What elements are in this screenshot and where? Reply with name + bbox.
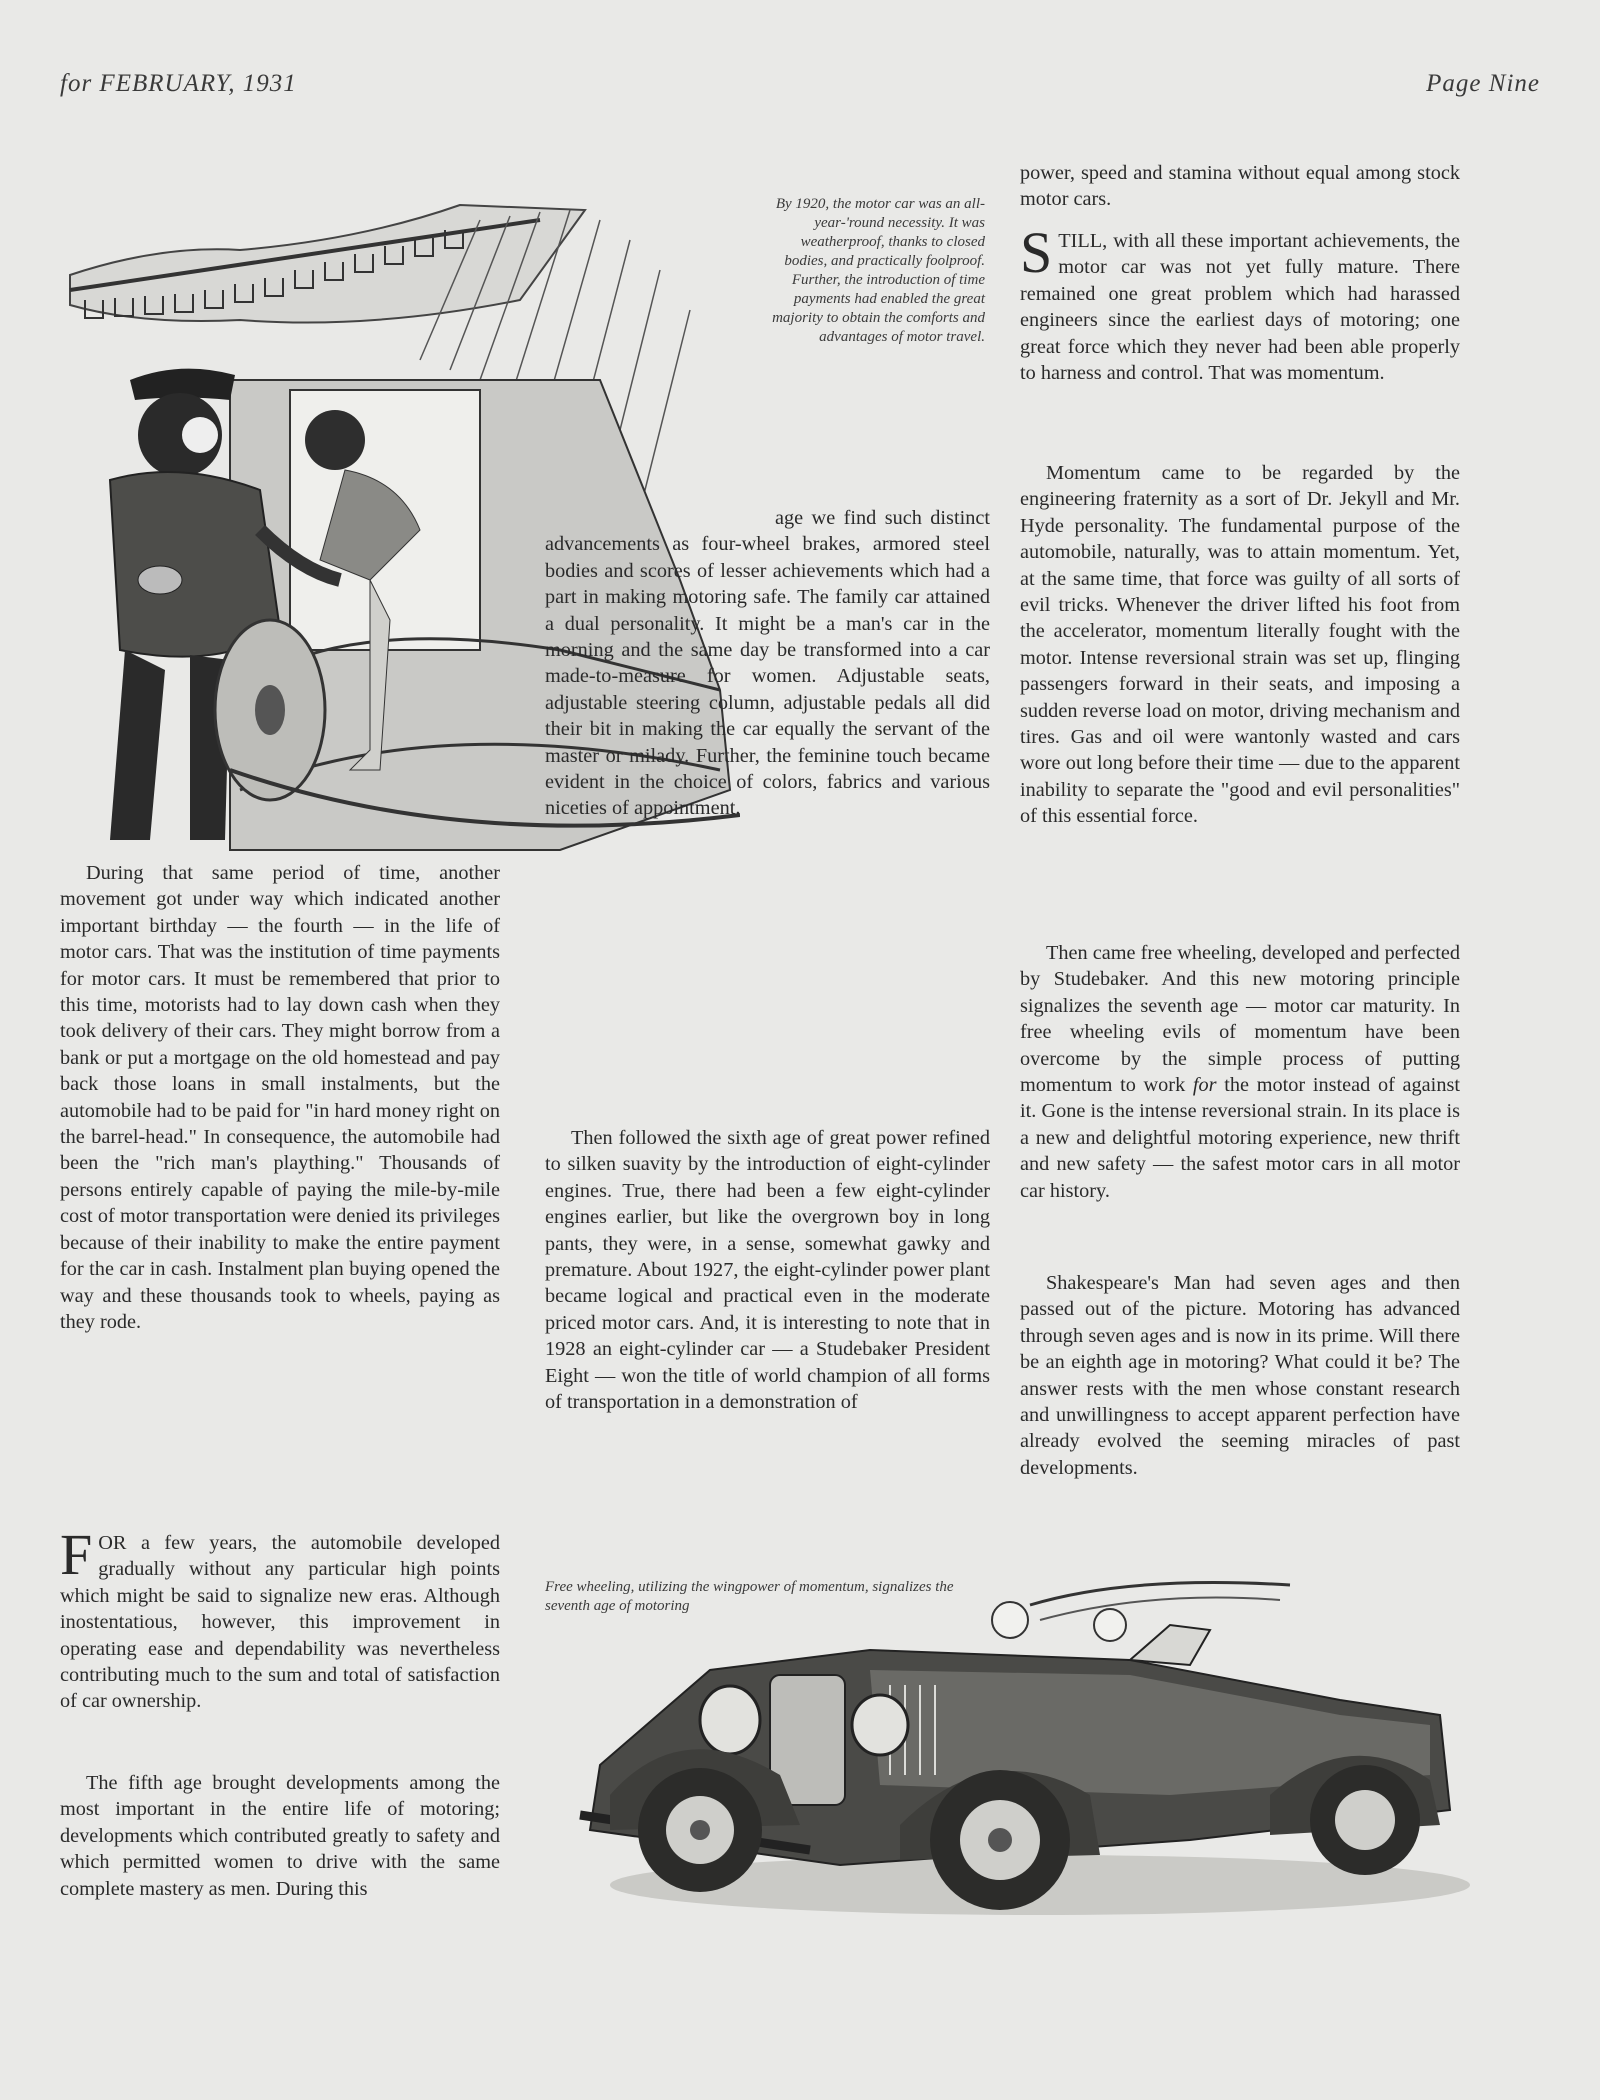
mid-paragraph-1: age we find such distinct advancements as four-wheel brakes, armored steel bodies and scores of lesser achievements which had a part in making motoring safe. The family car attained a dual personality. It might be a man's car in the morning and the same day be transformed into a car made-to-measure for women. Adjustable seats, adjustable steering column, adjustable pedals all did their bit in making the car equally the servant of the master or milady. Further, the feminine touch became evident in the choice of colors, fabrics and various niceties of appointment. xyxy=(545,507,990,820)
right-paragraph-2 xyxy=(1020,220,1460,386)
right-paragraph-4-text-a: Then came free wheeling, developed and perfected by Studebaker. And this new motoring principle signalizes the seventh age — motor car maturity. In free wheeling evils of momentum have been overcome by the simple process of putting momentum to work xyxy=(1020,942,1460,1097)
right-paragraph-2-text: with all these important achievements, the motor car was not yet fully mature. There remained one great problem which had harassed engineers since the earliest days of motoring; one great force which they never had been able properly to harness and control. That was momentum. xyxy=(1020,230,1460,385)
mid-paragraph-2: Then followed the sixth age of great power refined to silken suavity by the introduction of eight-cylinder engines. True, there had been a few eight-cylinder engines earlier, but like the overgrown boy in long pants, they were, in a sense, somewhat gawky and premature. About 1927, the eight-cylinder power plant became logical and practical even in the moderate priced motor cars. And, it is interesting to note that in 1928 an eight-cylinder car — a Studebaker President Eight — won the title of world champion of all forms of transportation in a demonstration of xyxy=(545,1127,990,1414)
top-illustration-caption: By 1920, the motor car was an all-year-'round necessity. It was weatherproof, thanks to closed bodies, and practically foolproof. Further, the introduction of time payments had enabled the great majority to obtain the comforts and advantages of motor travel. xyxy=(772,196,985,345)
left-paragraph-2 xyxy=(60,1522,500,1715)
emphasis-for: for xyxy=(1192,1074,1217,1097)
right-paragraph-4 xyxy=(1020,940,1460,1204)
issue-date-header: for FEBRUARY, 1931 xyxy=(60,70,297,97)
right-paragraph-5: Shakespeare's Man had seven ages and then passed out of the picture. Motoring has advanced through seven ages and is now in its prime. Will there be an eighth age in motoring? What could it be? The answer rests with the men whose constant research and unwillingness to accept apparent perfection have already evolved the seeming miracles of past developments. xyxy=(1020,1272,1460,1479)
right-paragraph-1: power, speed and stamina without equal among stock motor cars. xyxy=(1020,162,1460,211)
left-paragraph-1: During that same period of time, another movement got under way which indicated another important birthday — the fourth — in the life of motor cars. That was the institution of time payments for motor cars. It must be remembered that prior to this time, motorists had to lay down cash when they took delivery of their cars. They might borrow from a bank or put a mortgage on the old homestead and pay back those loans in small instalments, but the automobile had to be paid for "in hard money right on the barrel-head." In consequence, the automobile had been the "rich man's plaything." Thousands of persons entirely capable of paying the mile-by-mile cost of motor transportation were denied its privileges because of their inability to make the entire payment for the car in cash. Instalment plan buying opened the way and these thousands took to wheels, paying as they rode. xyxy=(60,862,500,1333)
left-paragraph-3: The fifth age brought developments among the most important in the entire life of motoring; developments which contributed greatly to safety and which permitted women to drive with the same complete mastery as men. During this xyxy=(60,1772,500,1900)
roadster-car-illustration xyxy=(570,1565,1470,1925)
right-paragraph-4-text-b: the motor instead of against it. Gone is the intense reversional strain. In its place is a new and delightful motoring experience, new thrift and new safety — the safest motor cars in all motor car history. xyxy=(1020,1074,1460,1202)
lead-word: TILL, xyxy=(1058,230,1108,252)
drop-cap-s: S xyxy=(1020,220,1053,285)
bottom-illustration-caption: Free wheeling, utilizing the wingpower of momentum, signalizes the seventh age of motoring xyxy=(545,1579,954,1614)
lead-word: OR xyxy=(98,1532,127,1554)
left-paragraph-2-text: a few years, the automobile developed gradually without any particular high points which might be said to signalize new eras. Although inostentatious, however, this improvement in operating ease and dependability was nevertheless contributing much to the sum and total of satisfaction of car ownership. xyxy=(60,1532,500,1713)
page-number-header: Page Nine xyxy=(1426,70,1540,97)
drop-cap-f: F xyxy=(60,1522,93,1587)
right-paragraph-3: Momentum came to be regarded by the engineering fraternity as a sort of Dr. Jekyll and Mr. Hyde personality. The fundamental purpose of the automobile, naturally, was to attain momentum. Yet, at the same time, that force was guilty of all sorts of evil tricks. Whenever the driver lifted his foot from the accelerator, momentum literally fought with the motor. Intense reversional strain was set up, flinging passengers forward in their seats, and imposing a sudden reverse load on motor, driving mechanism and tires. Gas and oil were wantonly wasted and cars wore out long before their time — due to the apparent inability to separate the "good and evil personalities" of this essential force. xyxy=(1020,462,1460,828)
